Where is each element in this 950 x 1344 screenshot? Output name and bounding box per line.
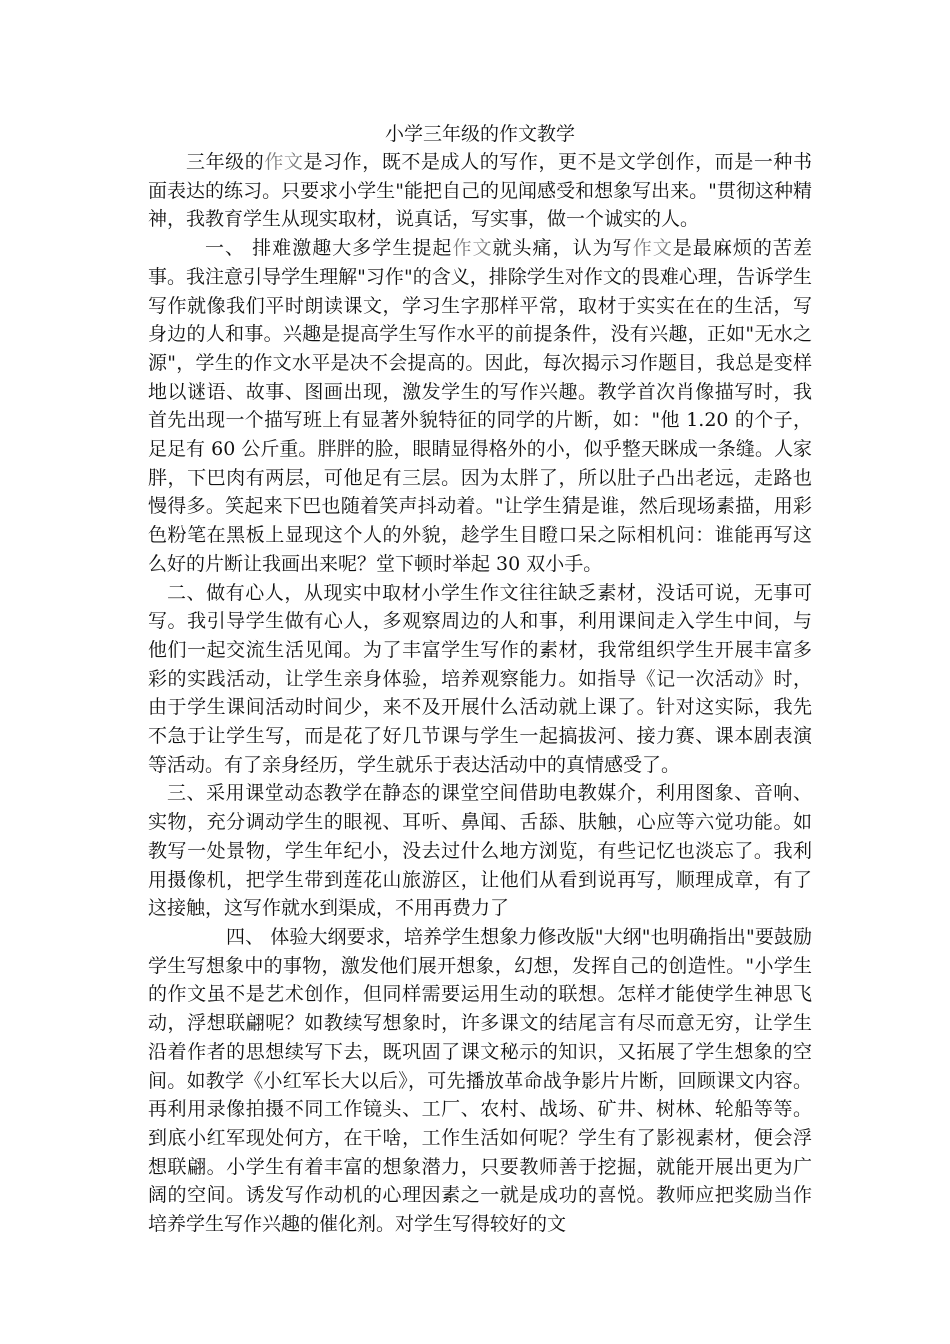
paragraph-section-4 bbox=[148, 923, 812, 1239]
text-segment: 是最麻烦的苦差事。我注意引导学生理解"习作"的含义，排除学生对作文的畏难心理，告诉学生写作就像我们平时朗读课文，学习生字那样平常，取材于实实在在的生活，写身边的人和事。兴趣是提高学生写作水平的前提条件，没有兴趣，正如"无水之源"，学生的作文水平是决不会提高的。因此，每次揭示习作题目，我总是变样地以谜语、故事、图画出现，激发学生的写作兴趣。教学首次肖像描写时，我首先出现一个描写班上有显著外貌特征的同学的片断，如："他 1.20 的个子，足足有 60 公斤重。胖胖的脸，眼睛显得格外的小，似乎整天眯成一条缝。人家胖，下巴肉有两层，可他足有三层。因为太胖了，所以肚子凸出老远，走路也慢得多。笑起来下巴也随着笑声抖动着。"让学生猜是谁，然后现场素描，用彩色粉笔在黑板上显现这个人的外貌，趁学生目瞪口呆之际相机问：谁能再写这么好的片断让我画出来呢？堂下顿时举起 30 双小手。 bbox=[148, 237, 812, 575]
text-segment: 二、做有心人，从现实中取材小学生作文往往缺乏素材，没话可说，无事可写。我引导学生做有心人，多观察周边的人和事，利用课间走入学生中间，与他们一起交流生活见闻。为了丰富学生写作的素材，我常组织学生开展丰富多彩的实践活动，让学生亲身体验，培养观察能力。如指导《记一次活动》时，由于学生课间活动时间少，来不及开展什么活动就上课了。针对这实际，我先不急于让学生写，而是花了好几节课与学生一起搞拔河、接力赛、课本剧表演等活动。有了亲身经历，学生就乐于表达活动中的真情感受了。 bbox=[148, 581, 812, 776]
text-segment-highlight: 作文 bbox=[632, 237, 673, 260]
paragraph-section-2 bbox=[148, 579, 812, 780]
document-title: 小学三年级的作文教学 bbox=[384, 123, 575, 145]
text-segment-highlight: 作文 bbox=[264, 151, 304, 173]
text-segment: 三、采用课堂动态教学在静态的课堂空间借助电教媒介，利用图象、音响、实物，充分调动学生的眼视、耳听、鼻闻、舌舔、肤触，心应等六觉功能。如教写一处景物，学生年纪小，没去过什么地方浏览，有些记忆也淡忘了。我利用摄像机，把学生带到莲花山旅游区，让他们从看到说再写，顺理成章，有了这接触，这写作就水到渠成，不用再费力了 bbox=[148, 782, 812, 920]
text-segment: 就头痛，认为写 bbox=[492, 237, 633, 260]
text-segment: 是习作，既不是成人的写作，更不是文学创作，而是一种书面表达的练习。只要求小学生"能把自己的见闻感受和想象写出来。"贯彻这种精神，我教育学生从现实取材，说真话，写实事，做一个诚实的人。 bbox=[148, 151, 812, 231]
paragraph-section-3 bbox=[148, 779, 812, 923]
text-segment-highlight: 作文 bbox=[452, 237, 493, 260]
paragraph-intro bbox=[148, 148, 812, 234]
paragraph-section-1 bbox=[148, 234, 812, 578]
document-page bbox=[148, 120, 812, 1239]
text-segment: 三年级的 bbox=[186, 151, 265, 173]
text-segment: 四、 体验大纲要求，培养学生想象力修改版"大纲"也明确指出"要鼓励学生写想象中的事物，激发他们展开想象，幻想，发挥自己的创造性。"小学生的作文虽不是艺术创作，但同样需要运用生动的联想。怎样才能使学生神思飞动，浮想联翩呢？如教续写想象时，许多课文的结尾言有尽而意无穷，让学生沿着作者的思想续写下去，既巩固了课文秘示的知识，又拓展了学生想象的空间。如教学《小红军长大以后》，可先播放革命战争影片片断，回顾课文内容。再利用录像拍摄不同工作镜头、工厂、农村、战场、矿井、树林、轮船等等。到底小红军现处何方，在干啥，工作生活如何呢？学生有了影视素材，便会浮想联翩。小学生有着丰富的想象潜力，只要教师善于挖掘，就能开展出更为广阔的空间。诱发写作动机的心理因素之一就是成功的喜悦。教师应把奖励当作培养学生写作兴趣的催化剂。对学生写得较好的文 bbox=[148, 925, 812, 1236]
text-segment: 一、 排难激趣大多学生提起 bbox=[205, 237, 453, 260]
